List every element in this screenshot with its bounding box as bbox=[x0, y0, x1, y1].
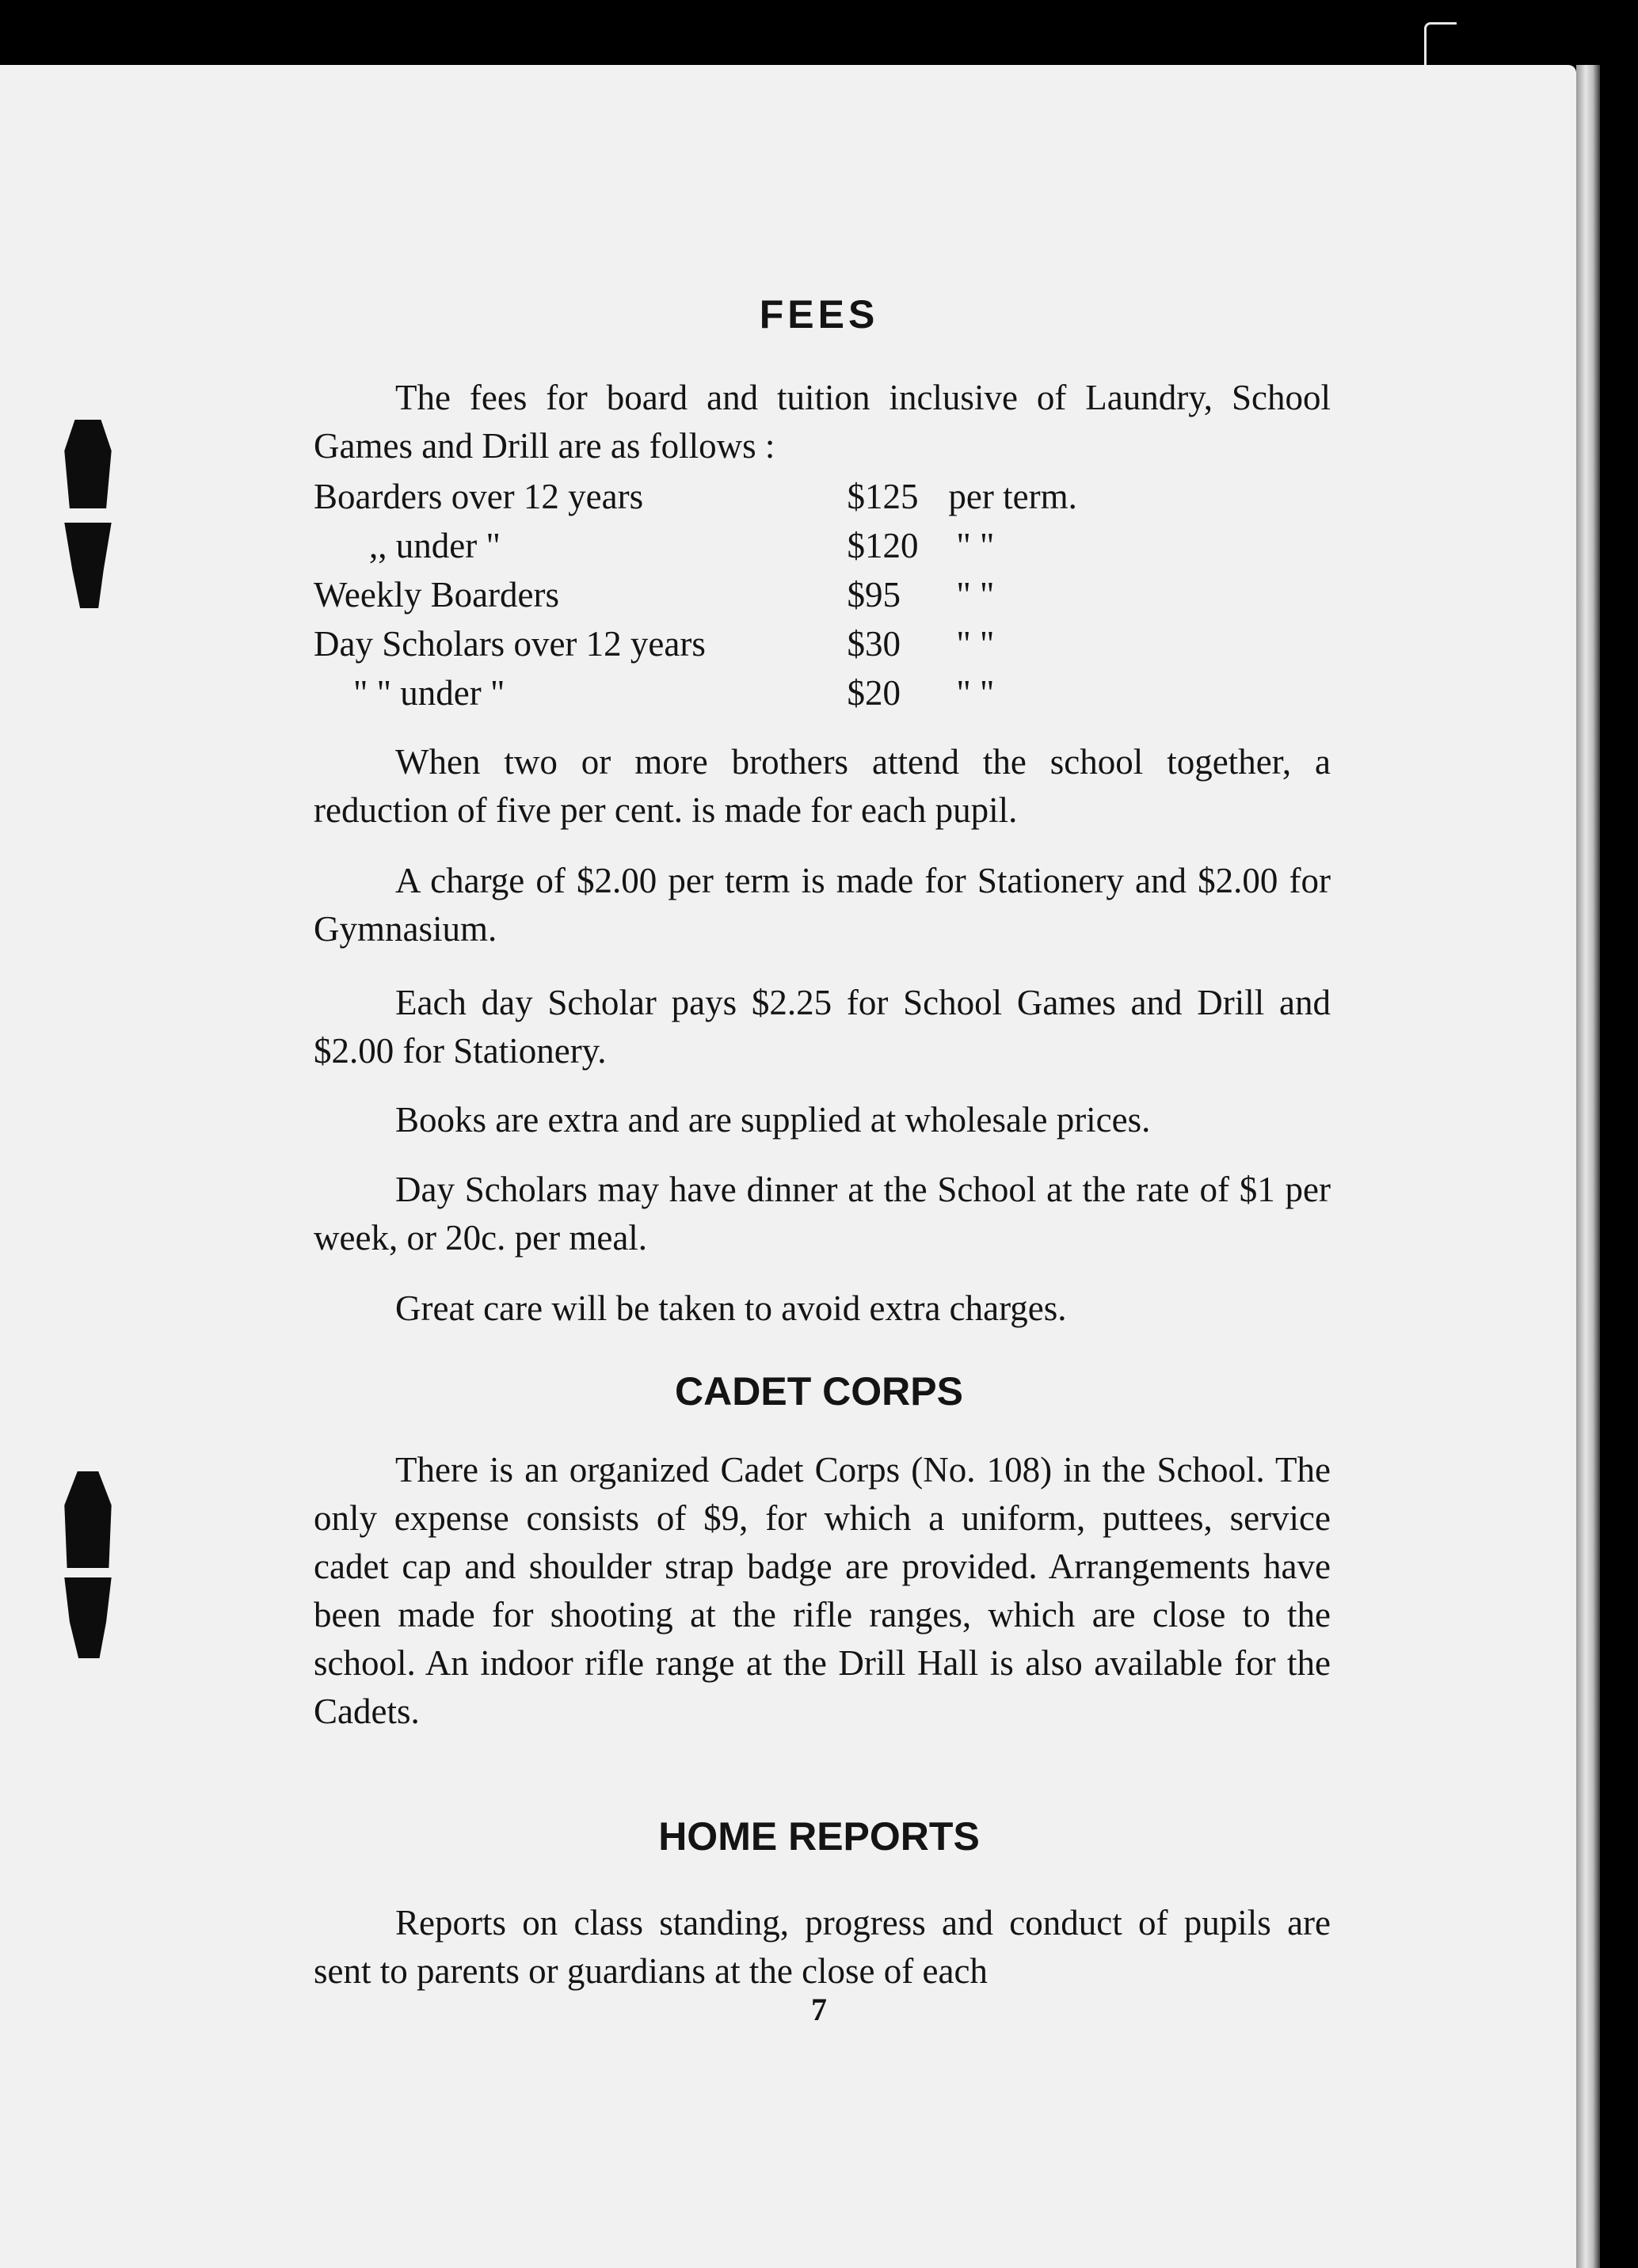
fee-row bbox=[314, 472, 1106, 521]
fee-label: " " under " bbox=[353, 673, 505, 713]
fee-amount: $125 bbox=[847, 477, 919, 516]
brothers-paragraph: When two or more brothers attend the school together, a reduction of five per cent. is made for each pupil. bbox=[314, 742, 1331, 830]
fee-label: Day Scholars over 12 years bbox=[314, 624, 706, 664]
fees-intro-paragraph: The fees for board and tuition inclusive of Laundry, School Games and Drill are as follows : bbox=[314, 378, 1331, 466]
fee-unit: " " bbox=[956, 624, 995, 664]
page-number: 7 bbox=[811, 1992, 827, 2027]
fee-amount: $95 bbox=[847, 575, 901, 615]
fee-row bbox=[314, 570, 1106, 619]
page-edge bbox=[1576, 65, 1600, 2268]
cadet-corps-paragraph: There is an organized Cadet Corps (No. 108) in the School. The only expense consists of $9, for which a uniform, puttees, service cadet cap and shoulder strap badge are provided. Arrangements have been made for shooting at the rifle ranges, which are close to the school. An indoor rifle range at the Drill Hall is also available for the Cadets. bbox=[314, 1450, 1331, 1731]
fee-amount: $30 bbox=[847, 624, 901, 664]
fee-label: Boarders over 12 years bbox=[314, 477, 644, 516]
fee-amount: $20 bbox=[847, 673, 901, 713]
day-scholar-paragraph: Each day Scholar pays $2.25 for School Games and Drill and $2.00 for Stationery. bbox=[314, 983, 1331, 1071]
fee-unit: " " bbox=[956, 673, 995, 713]
fee-row bbox=[314, 668, 1106, 717]
fee-label: ,, under " bbox=[369, 526, 501, 565]
fee-row bbox=[314, 619, 1106, 668]
fee-unit: " " bbox=[956, 526, 995, 565]
fee-unit: " " bbox=[956, 575, 995, 615]
home-reports-heading: HOME REPORTS bbox=[658, 1814, 980, 1859]
fee-unit: per term. bbox=[948, 477, 1077, 516]
cadet-corps-heading: CADET CORPS bbox=[675, 1369, 963, 1414]
extra-charges-paragraph: Great care will be taken to avoid extra charges. bbox=[395, 1288, 1067, 1328]
home-reports-paragraph: Reports on class standing, progress and conduct of pupils are sent to parents or guardians at the close of each bbox=[314, 1903, 1331, 1991]
fee-row bbox=[314, 521, 1106, 570]
books-paragraph: Books are extra and are supplied at wholesale prices. bbox=[395, 1100, 1151, 1140]
fee-label: Weekly Boarders bbox=[314, 575, 560, 615]
dinner-paragraph: Day Scholars may have dinner at the School at the rate of $1 per week, or 20c. per meal. bbox=[314, 1170, 1331, 1258]
stationery-paragraph: A charge of $2.00 per term is made for Stationery and $2.00 for Gymnasium. bbox=[314, 861, 1331, 949]
fee-amount: $120 bbox=[847, 526, 919, 565]
fee-table bbox=[314, 472, 1106, 717]
fees-heading: FEES bbox=[759, 292, 879, 337]
